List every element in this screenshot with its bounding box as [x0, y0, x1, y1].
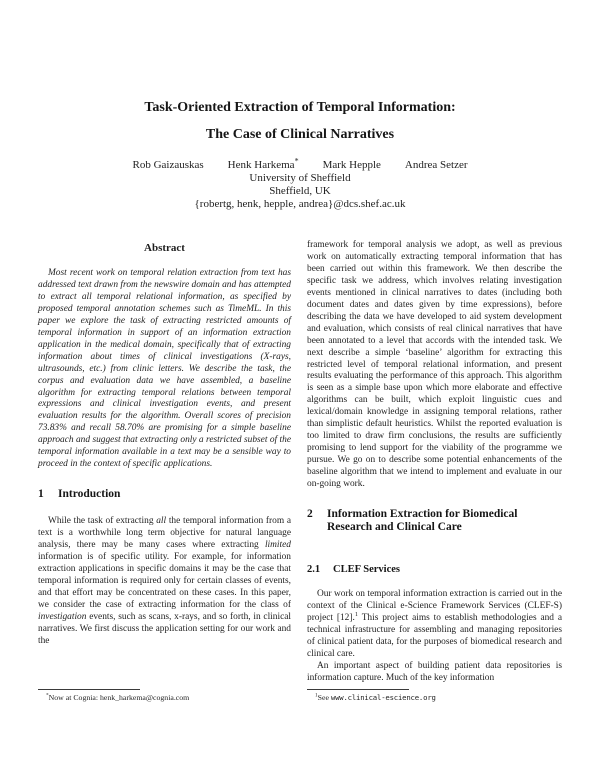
- subsection-title: CLEF Services: [333, 564, 400, 576]
- footnote-block-left: [38, 689, 291, 703]
- clef-url-footnote: $^1$See www.clinical-escience.org: [315, 691, 436, 702]
- affiliation-university: University of Sheffield: [249, 172, 351, 184]
- section-1-heading: [38, 488, 291, 501]
- author-name: [132, 159, 203, 172]
- column-left: [38, 240, 291, 702]
- author-name-text: Andrea Setzer: [404, 159, 468, 171]
- author-footnote: *Now at Cognia: henk_harkema@cognia.com: [46, 691, 190, 702]
- title-line-2: The Case of Clinical Narratives: [205, 127, 395, 142]
- subsection-number: 2.1: [307, 564, 321, 576]
- section-2-heading: [307, 508, 562, 534]
- author-name-text: Rob Gaizauskas: [132, 159, 204, 171]
- author-name: [405, 159, 468, 172]
- author-name-text: Henk Harkema: [227, 159, 295, 171]
- footnote-block-right: [307, 689, 562, 703]
- abstract-text: Most recent work on temporal relation extraction from text has addressed text drawn from the newswire domain and has attempted to extract all temporal relational information, as specified by proposed temporal annotation schemes such as TimeML. In this paper we explore the task of extracting restricted amounts of temporal information in support of an information extraction application in the medical domain, specifically that of extracting information about times of clinical investigations (X-rays, ultrasounds, etc.) from clinic letters. We describe the task, the corpus and evaluation data we have assembled, a baseline algorithm for extracting temporal relations between temporal expressions and clinical investigation events, and present evaluation results for the algorithm. Overall scores of precision 73.83% and recall 58.70% are promising for a simple baseline approach and suggest that extracting only a restricted subset of the temporal information available in a text may be a sensible way to proceed in the context of specific applications.: [38, 268, 291, 470]
- intro-paragraph: While the task of extracting all the temporal information from a text is a worthwhile long term objective for natural language analysis, there may be many cases where extracting limited information is of specific utility. For example, for information extraction applications in specific domains it may be the case that temporal information is required only for certain classes of events, and that effort may be concentrated on these cases. In this paper, we consider the case of extracting information for the class of investigation events, such as scans, x-rays, and so forth, in clinical narratives. We first discuss the application setting for our work and the: [38, 516, 291, 646]
- information-capture-paragraph: An important aspect of building patient data repositories is information capture. Much of the key information: [307, 660, 562, 683]
- section-2-1-heading: [307, 564, 562, 576]
- abstract-heading: Abstract: [144, 242, 185, 254]
- footnote-rule: [307, 689, 409, 690]
- affiliation-city: Sheffield, UK: [269, 185, 331, 197]
- clef-services-paragraph: Our work on temporal information extraction is carried out in the context of the Clinical e-Science Framework Services (CLEF-S) project [12].$^1$ This project aims to establish methodologies and a technical infrastructure for assembling and managing repositories of clinical patient data, for the purposes of biomedical research and clinical care.: [307, 589, 562, 659]
- author-name-text: Mark Hepple: [322, 159, 381, 171]
- column-right: [307, 240, 562, 702]
- paper-title: [0, 0, 600, 148]
- author-footnote-marker: *: [294, 156, 299, 166]
- section-title: Introduction: [58, 488, 121, 501]
- two-column-body: [38, 240, 562, 702]
- author-name: [227, 156, 299, 172]
- authors-email: {robertg, henk, hepple, andrea}@dcs.shef.ac.uk: [194, 198, 406, 210]
- section-number: 2: [307, 508, 313, 521]
- authors-row: [0, 156, 600, 172]
- title-line-1: Task-Oriented Extraction of Temporal Information:: [144, 100, 456, 115]
- continuation-paragraph: framework for temporal analysis we adopt, as well as previous work on automatically extracting temporal information that has been carried out within this framework. We then describe the specific task we address, which involves relating investigation events mentioned in clinical narratives to dates (including both document dates and dates given by time expressions), before describing the data we have developed to aid system development and evaluation, which consists of real clinical narratives that have been annotated to a level that accords with the intended task. We next describe a simple ‘baseline’ algorithm for extracting this restricted level of temporal relational information, and present results evaluating the performance of this approach. This algorithm is seen as a simple base upon which more elaborate and effective algorithms can be built, which exploit linguistic cues and lexical/domain knowledge in assigning temporal relations, rather than simplistic default heuristics. Whilst the reported evaluation is too limited to draw firm conclusions, the results are sufficiently promising to lend support for the viability of the programme we pursue. We go on to describe some potential enhancements of the baseline algorithm that we intend to implement and evaluate in our on-going work.: [307, 240, 562, 490]
- author-name: [323, 159, 381, 172]
- footnote-rule: [38, 689, 140, 690]
- section-title: Information Extraction for Biomedical Research and Clinical Care: [327, 508, 518, 534]
- section-number: 1: [38, 488, 44, 501]
